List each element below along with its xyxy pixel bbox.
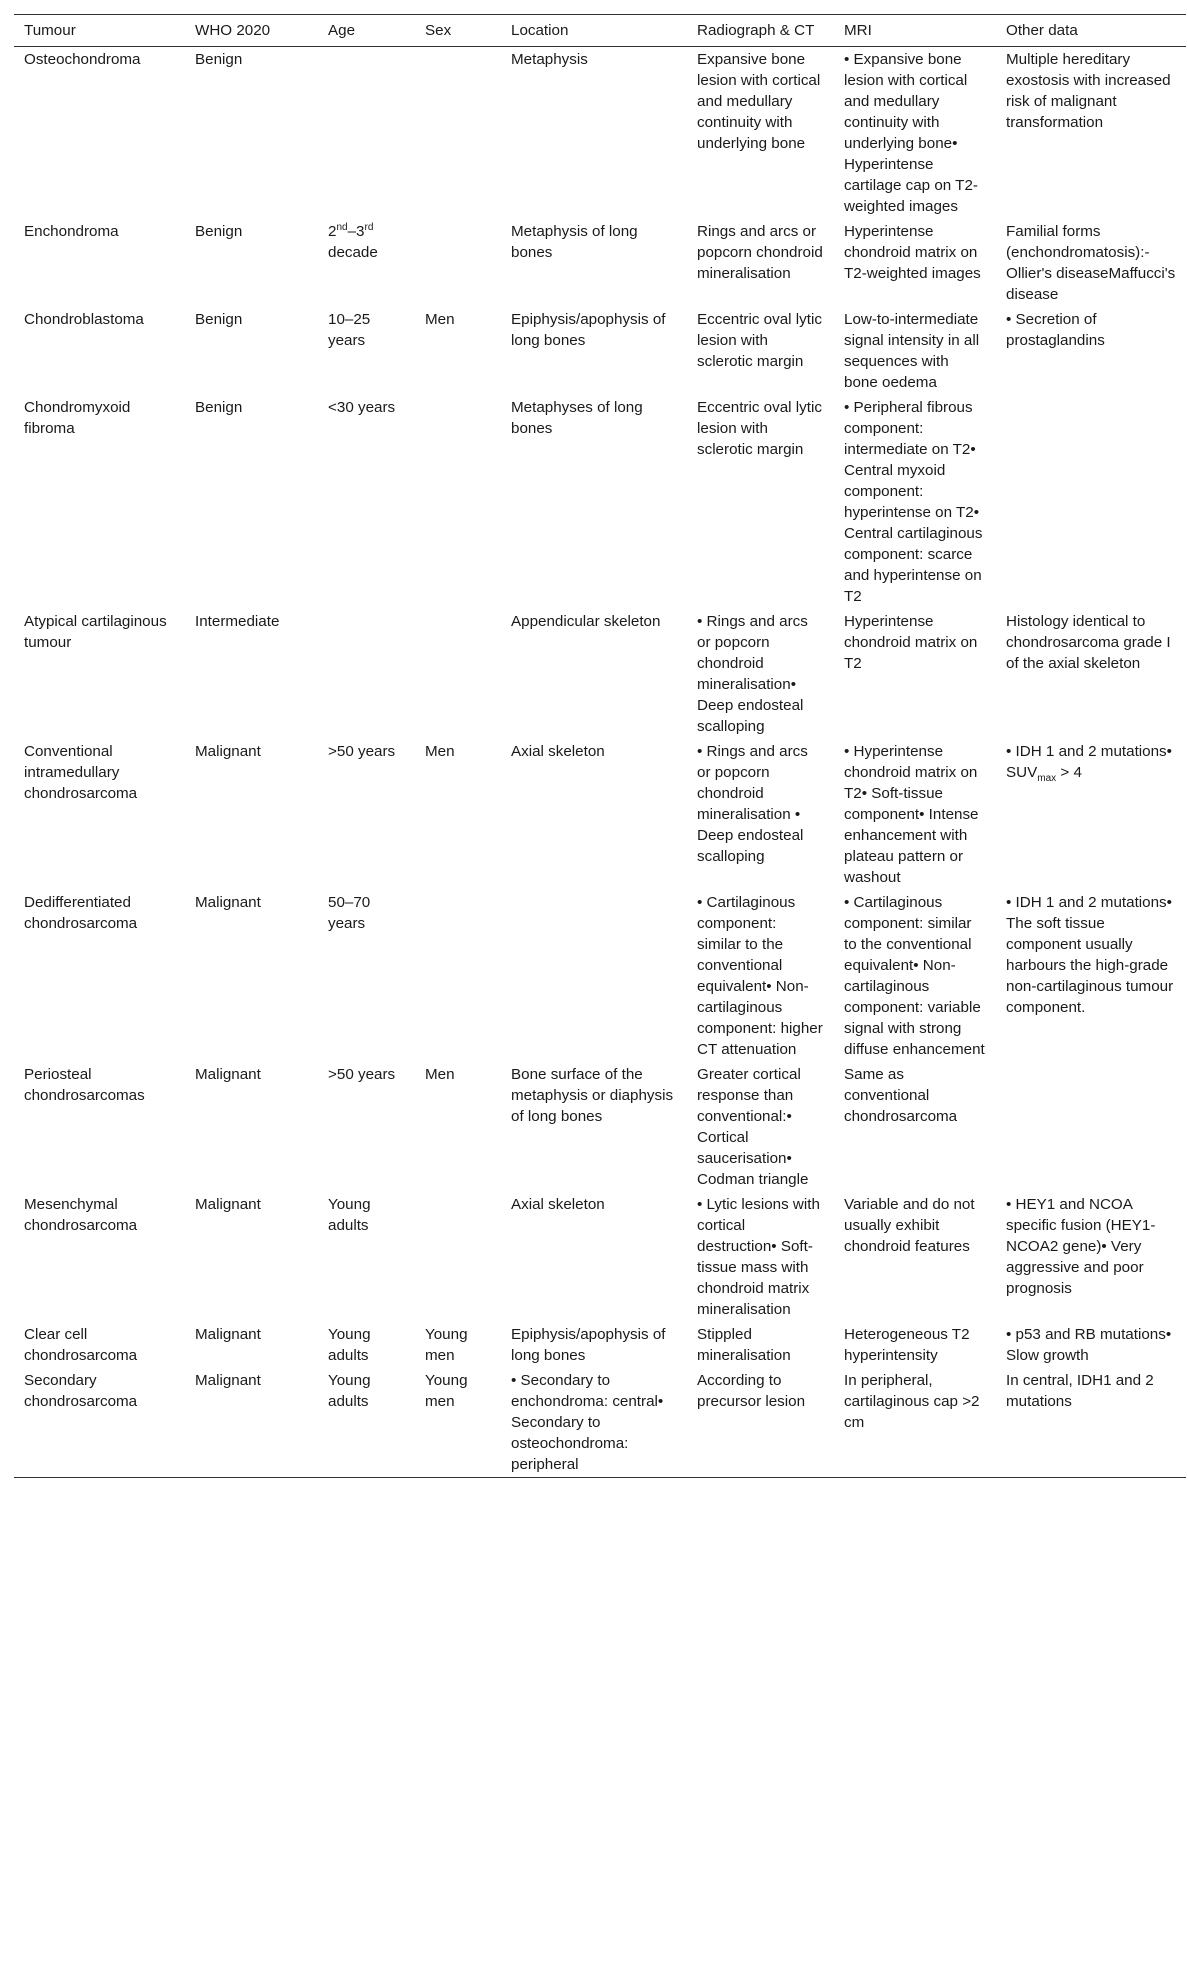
cell-other: Multiple hereditary exostosis with increased risk of malignant transformation bbox=[1006, 51, 1171, 131]
table-row bbox=[14, 395, 1186, 609]
cell-radiograph: • Rings and arcs or popcorn chondroid mineralisation• Deep endosteal scalloping bbox=[697, 613, 808, 735]
cell-age: 10–25 years bbox=[328, 311, 371, 349]
table-row bbox=[14, 1368, 1186, 1478]
cell-mri: In peripheral, cartilaginous cap >2 cm bbox=[844, 1372, 980, 1431]
cell-location bbox=[501, 890, 687, 1062]
cell-radiograph: Stippled mineralisation bbox=[697, 1326, 791, 1364]
cell-tumour: Secondary chondrosarcoma bbox=[24, 1372, 138, 1410]
cell-mri: Hyperintense chondroid matrix on T2-weighted images bbox=[844, 223, 981, 282]
cell-mri: Hyperintense chondroid matrix on T2 bbox=[844, 613, 978, 672]
cell-who: Benign bbox=[195, 399, 243, 416]
cell-sex: Young men bbox=[425, 1372, 468, 1410]
table-row bbox=[14, 1322, 1186, 1368]
cell-location: Metaphysis of long bones bbox=[511, 223, 638, 261]
table-row bbox=[14, 1192, 1186, 1322]
age-superscript: rd bbox=[364, 221, 374, 233]
cell-tumour: Conventional intramedullary chondrosarcoma bbox=[24, 743, 138, 802]
cell-who: Malignant bbox=[195, 1066, 261, 1083]
header-tumour: Tumour bbox=[24, 22, 76, 39]
cell-age bbox=[318, 47, 415, 220]
cell-who: Intermediate bbox=[195, 613, 280, 630]
cell-age: >50 years bbox=[328, 743, 396, 760]
table-row bbox=[14, 219, 1186, 307]
cell-sex bbox=[415, 47, 501, 220]
cell-other: • Secretion of prostaglandins bbox=[1006, 311, 1105, 349]
cell-mri: • Expansive bone lesion with cortical and medullary continuity with underlying bone• Hyperintense cartilage cap on T2-weighted images bbox=[844, 51, 978, 215]
cell-other: • HEY1 and NCOA specific fusion (HEY1-NCOA2 gene)• Very aggressive and poor prognosis bbox=[1006, 1196, 1156, 1297]
cell-who: Malignant bbox=[195, 743, 261, 760]
cell-other: In central, IDH1 and 2 mutations bbox=[1006, 1372, 1154, 1410]
cell-location: Epiphysis/apophysis of long bones bbox=[511, 1326, 666, 1364]
table-row bbox=[14, 890, 1186, 1062]
cell-location: Axial skeleton bbox=[511, 1196, 605, 1213]
cell-who: Malignant bbox=[195, 1196, 261, 1213]
cell-radiograph: Rings and arcs or popcorn chondroid mineralisation bbox=[697, 223, 823, 282]
table-row bbox=[14, 307, 1186, 395]
table-row bbox=[14, 47, 1186, 220]
cell-sex: Men bbox=[425, 743, 455, 760]
cell-radiograph: • Rings and arcs or popcorn chondroid mineralisation • Deep endosteal scalloping bbox=[697, 743, 808, 865]
table-container bbox=[14, 14, 1186, 1478]
cell-age: >50 years bbox=[328, 1066, 396, 1083]
cell-location: Epiphysis/apophysis of long bones bbox=[511, 311, 666, 349]
cell-tumour: Osteochondroma bbox=[24, 51, 141, 68]
header-other: Other data bbox=[1006, 22, 1078, 39]
cell-radiograph: According to precursor lesion bbox=[697, 1372, 806, 1410]
other-subscript: max bbox=[1037, 773, 1057, 785]
age-part: –3 bbox=[347, 223, 365, 240]
cell-who: Benign bbox=[195, 311, 243, 328]
cell-mri: Same as conventional chondrosarcoma bbox=[844, 1066, 958, 1125]
header-sex: Sex bbox=[425, 22, 452, 39]
cell-who: Malignant bbox=[195, 1372, 261, 1389]
cell-mri: Variable and do not usually exhibit chondroid features bbox=[844, 1196, 975, 1255]
table-row bbox=[14, 609, 1186, 739]
cell-age: 50–70 years bbox=[328, 894, 371, 932]
cell-who: Malignant bbox=[195, 894, 261, 911]
cell-mri: • Peripheral fibrous component: intermediate on T2• Central myxoid component: hyperintense on T2• Central cartilaginous component: scarce and hyperintense on T2 bbox=[844, 399, 983, 605]
header-radiograph: Radiograph & CT bbox=[697, 22, 815, 39]
cell-tumour: Mesenchymal chondrosarcoma bbox=[24, 1196, 138, 1234]
cell-age: <30 years bbox=[328, 399, 396, 416]
cell-who: Malignant bbox=[195, 1326, 261, 1343]
cell-sex bbox=[415, 1192, 501, 1322]
header-mri: MRI bbox=[844, 22, 872, 39]
other-part: • IDH 1 and 2 mutations• SUV bbox=[1006, 743, 1172, 781]
cell-radiograph: Eccentric oval lytic lesion with sclerotic margin bbox=[697, 311, 822, 370]
header-row bbox=[14, 15, 1186, 47]
header-who: WHO 2020 bbox=[195, 22, 271, 39]
cell-other bbox=[996, 395, 1186, 609]
cell-sex: Men bbox=[425, 1066, 455, 1083]
cell-radiograph: Expansive bone lesion with cortical and medullary continuity with underlying bone bbox=[697, 51, 821, 152]
cell-tumour: Chondromyxoid fibroma bbox=[24, 399, 131, 437]
cell-radiograph: Eccentric oval lytic lesion with sclerotic margin bbox=[697, 399, 822, 458]
cell-sex bbox=[415, 395, 501, 609]
cell-mri: • Cartilaginous component: similar to the conventional equivalent• Non-cartilaginous component: variable signal with strong diffuse enhancement bbox=[844, 894, 985, 1058]
cell-sex bbox=[415, 890, 501, 1062]
cell-sex bbox=[415, 219, 501, 307]
age-part: decade bbox=[328, 244, 378, 261]
other-part: > 4 bbox=[1056, 764, 1082, 781]
cell-location: Axial skeleton bbox=[511, 743, 605, 760]
cell-tumour: Periosteal chondrosarcomas bbox=[24, 1066, 145, 1104]
cell-sex bbox=[415, 609, 501, 739]
cell-other: • p53 and RB mutations• Slow growth bbox=[1006, 1326, 1172, 1364]
cell-other bbox=[996, 1062, 1186, 1192]
cell-location: Bone surface of the metaphysis or diaphysis of long bones bbox=[511, 1066, 674, 1125]
cell-location: Metaphysis bbox=[511, 51, 588, 68]
cell-sex: Young men bbox=[425, 1326, 468, 1364]
cell-age bbox=[318, 219, 415, 307]
cell-location: Metaphyses of long bones bbox=[511, 399, 643, 437]
cell-radiograph: • Cartilaginous component: similar to the conventional equivalent• Non-cartilaginous component: higher CT attenuation bbox=[697, 894, 823, 1058]
cell-mri: Low-to-intermediate signal intensity in all sequences with bone oedema bbox=[844, 311, 980, 391]
cell-other: Histology identical to chondrosarcoma grade I of the axial skeleton bbox=[1006, 613, 1171, 672]
cell-age: Young adults bbox=[328, 1372, 371, 1410]
cell-tumour: Dedifferentiated chondrosarcoma bbox=[24, 894, 138, 932]
cell-location: • Secondary to enchondroma: central• Secondary to osteochondroma: peripheral bbox=[511, 1372, 664, 1473]
cell-mri: • Hyperintense chondroid matrix on T2• Soft-tissue component• Intense enhancement with plateau pattern or washout bbox=[844, 743, 979, 886]
cell-sex: Men bbox=[425, 311, 455, 328]
age-part: 2 bbox=[328, 223, 337, 240]
cell-age: Young adults bbox=[328, 1196, 371, 1234]
cell-who: Benign bbox=[195, 51, 243, 68]
cell-other: • IDH 1 and 2 mutations• The soft tissue component usually harbours the high-grade non-cartilaginous tumour component. bbox=[1006, 894, 1174, 1016]
cell-tumour: Atypical cartilaginous tumour bbox=[24, 613, 167, 651]
cell-location: Appendicular skeleton bbox=[511, 613, 661, 630]
cell-age bbox=[318, 609, 415, 739]
cell-radiograph: • Lytic lesions with cortical destruction• Soft-tissue mass with chondroid matrix mineralisation bbox=[697, 1196, 820, 1318]
cell-mri: Heterogeneous T2 hyperintensity bbox=[844, 1326, 970, 1364]
tumour-table bbox=[14, 14, 1186, 1478]
cell-other: Familial forms (enchondromatosis):-Ollier's diseaseMaffucci's disease bbox=[1006, 223, 1176, 303]
cell-tumour: Enchondroma bbox=[24, 223, 119, 240]
table-row bbox=[14, 1062, 1186, 1192]
cell-tumour: Clear cell chondrosarcoma bbox=[24, 1326, 138, 1364]
header-location: Location bbox=[511, 22, 569, 39]
table-row bbox=[14, 739, 1186, 890]
cell-who: Benign bbox=[195, 223, 243, 240]
age-superscript: nd bbox=[336, 221, 348, 233]
cell-radiograph: Greater cortical response than conventional:• Cortical saucerisation• Codman triangle bbox=[697, 1066, 809, 1188]
header-age: Age bbox=[328, 22, 356, 39]
cell-other bbox=[996, 739, 1186, 890]
cell-age: Young adults bbox=[328, 1326, 371, 1364]
cell-tumour: Chondroblastoma bbox=[24, 311, 144, 328]
